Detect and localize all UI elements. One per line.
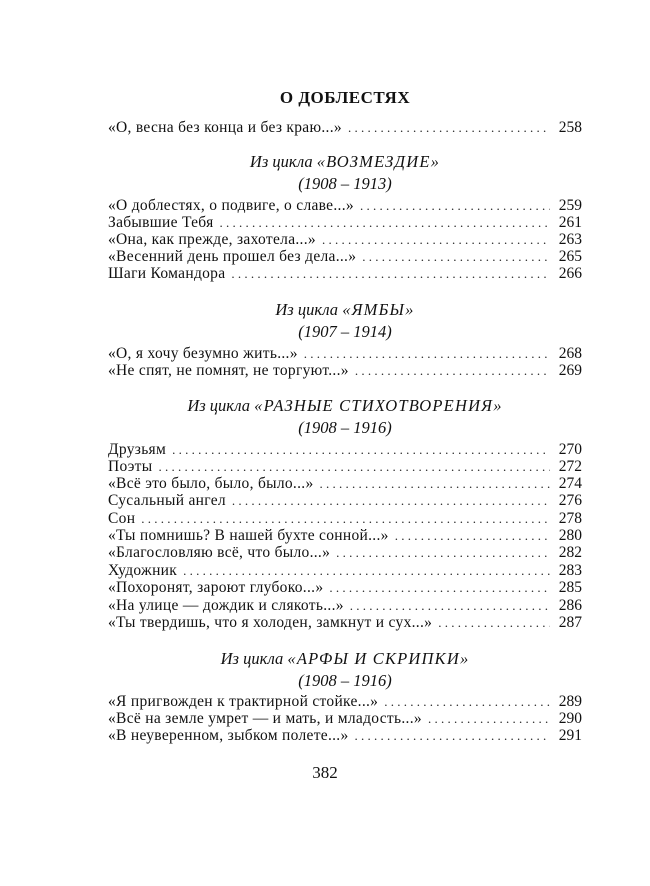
toc-entry	[108, 248, 582, 265]
entry-title: «Ты помнишь? В нашей бухте сонной...»	[108, 527, 389, 544]
entry-title: Забывшие Тебя	[108, 214, 214, 231]
entry-page: 291	[558, 727, 582, 744]
entry-page: 269	[558, 362, 582, 379]
entry-title: «Всё это было, было, было...»	[108, 475, 314, 492]
leader-dots	[348, 119, 550, 136]
cycle-years: (1908 – 1916)	[298, 418, 392, 437]
entry-page: 266	[558, 265, 582, 282]
entry-page: 270	[558, 441, 582, 458]
entry-page: 258	[558, 119, 582, 136]
cycle-years: (1907 – 1914)	[298, 322, 392, 341]
entry-title: Сон	[108, 510, 136, 527]
entry-page: 268	[558, 345, 582, 362]
toc-entry	[108, 475, 582, 492]
toc-entry	[108, 492, 582, 509]
toc-entry	[108, 527, 582, 544]
entry-page: 276	[558, 492, 582, 509]
leader-dots	[232, 492, 550, 509]
toc-entry	[108, 510, 582, 527]
leader-dots	[438, 614, 550, 631]
cycle-prefix: Из цикла	[249, 152, 317, 171]
leader-dots	[360, 197, 550, 214]
entry-page: 272	[558, 458, 582, 475]
entry-page: 283	[558, 562, 582, 579]
entry-title: «О, я хочу безумно жить...»	[108, 345, 298, 362]
toc-entry	[108, 362, 582, 379]
entry-page: 285	[558, 579, 582, 596]
cycle-years: (1908 – 1916)	[298, 671, 392, 690]
entry-page: 282	[558, 544, 582, 561]
toc-entry	[108, 562, 582, 579]
entry-title: «Благословляю всё, что было...»	[108, 544, 331, 561]
leader-dots	[304, 345, 550, 362]
entry-title: Поэты	[108, 458, 153, 475]
toc-entry	[108, 614, 582, 631]
cycle-heading	[108, 299, 582, 343]
toc-entry	[108, 544, 582, 561]
entry-title: «В неуверенном, зыбком полете...»	[108, 727, 349, 744]
toc-entry	[108, 197, 582, 214]
cycle-name: «ЯМБЫ»	[342, 300, 415, 319]
entry-title: Художник	[108, 562, 178, 579]
toc-entry	[108, 579, 582, 596]
toc-entry	[108, 231, 582, 248]
entry-page: 274	[558, 475, 582, 492]
entry-title: «О доблестях, о подвиге, о славе...»	[108, 197, 354, 214]
cycle-prefix: Из цикла	[187, 396, 255, 415]
cycle-years: (1908 – 1913)	[298, 174, 392, 193]
entry-title: «Ты твердишь, что я холоден, замкнут и сух...»	[108, 614, 433, 631]
toc-entry	[108, 597, 582, 614]
entry-page: 289	[558, 693, 582, 710]
entry-title: «О, весна без конца и без краю...»	[108, 119, 342, 136]
entry-page: 280	[558, 527, 582, 544]
section-title: О ДОБЛЕСТЯХ	[279, 88, 411, 107]
entry-title: «Не спят, не помнят, не торгуют...»	[108, 362, 349, 379]
leader-dots	[355, 362, 550, 379]
toc-entry	[108, 710, 582, 727]
cycle-heading	[108, 151, 582, 195]
entry-page: 290	[558, 710, 582, 727]
entry-page: 278	[558, 510, 582, 527]
leader-dots	[320, 475, 551, 492]
entry-title: «Весенний день прошел без дела...»	[108, 248, 357, 265]
toc-entry	[108, 727, 582, 744]
entry-page: 261	[558, 214, 582, 231]
leader-dots	[231, 265, 550, 282]
leader-dots	[183, 562, 550, 579]
toc-entry	[108, 441, 582, 458]
leader-dots	[336, 544, 550, 561]
leader-dots	[158, 458, 550, 475]
cycle-heading	[108, 395, 582, 439]
entry-title: «Всё на земле умрет — и мать, и младость...»	[108, 710, 422, 727]
leader-dots	[172, 441, 550, 458]
cycle-prefix: Из цикла	[275, 300, 343, 319]
entry-title: Друзьям	[108, 441, 167, 458]
entry-title: Сусальный ангел	[108, 492, 226, 509]
entry-title: «Похоронят, зароют глубоко...»	[108, 579, 324, 596]
leader-dots	[322, 231, 550, 248]
leader-dots	[220, 214, 550, 231]
entry-page: 259	[558, 197, 582, 214]
cycle-prefix: Из цикла	[220, 649, 288, 668]
entry-page: 263	[558, 231, 582, 248]
cycle-name: «ВОЗМЕЗДИЕ»	[316, 152, 441, 171]
entry-page: 286	[558, 597, 582, 614]
leader-dots	[428, 710, 550, 727]
entry-title: Шаги Командора	[108, 265, 226, 282]
cycle-name: «РАЗНЫЕ СТИХОТВОРЕНИЯ»	[254, 396, 503, 415]
cycle-name: «АРФЫ И СКРИПКИ»	[287, 649, 470, 668]
leader-dots	[329, 579, 550, 596]
toc-entry	[108, 119, 582, 136]
toc-entry	[108, 458, 582, 475]
page-number: 382	[312, 763, 338, 782]
toc-entry	[108, 265, 582, 282]
entry-title: «На улице — дождик и слякоть...»	[108, 597, 344, 614]
entry-page: 287	[558, 614, 582, 631]
leader-dots	[395, 527, 550, 544]
leader-dots	[350, 597, 550, 614]
toc-entry	[108, 345, 582, 362]
leader-dots	[355, 727, 550, 744]
entry-title: «Она, как прежде, захотела...»	[108, 231, 316, 248]
entry-title: «Я пригвожден к трактирной стойке...»	[108, 693, 379, 710]
leader-dots	[384, 693, 550, 710]
leader-dots	[141, 510, 550, 527]
entry-page: 265	[558, 248, 582, 265]
toc-entry	[108, 693, 582, 710]
leader-dots	[362, 248, 550, 265]
toc-entry	[108, 214, 582, 231]
cycle-heading	[108, 648, 582, 692]
